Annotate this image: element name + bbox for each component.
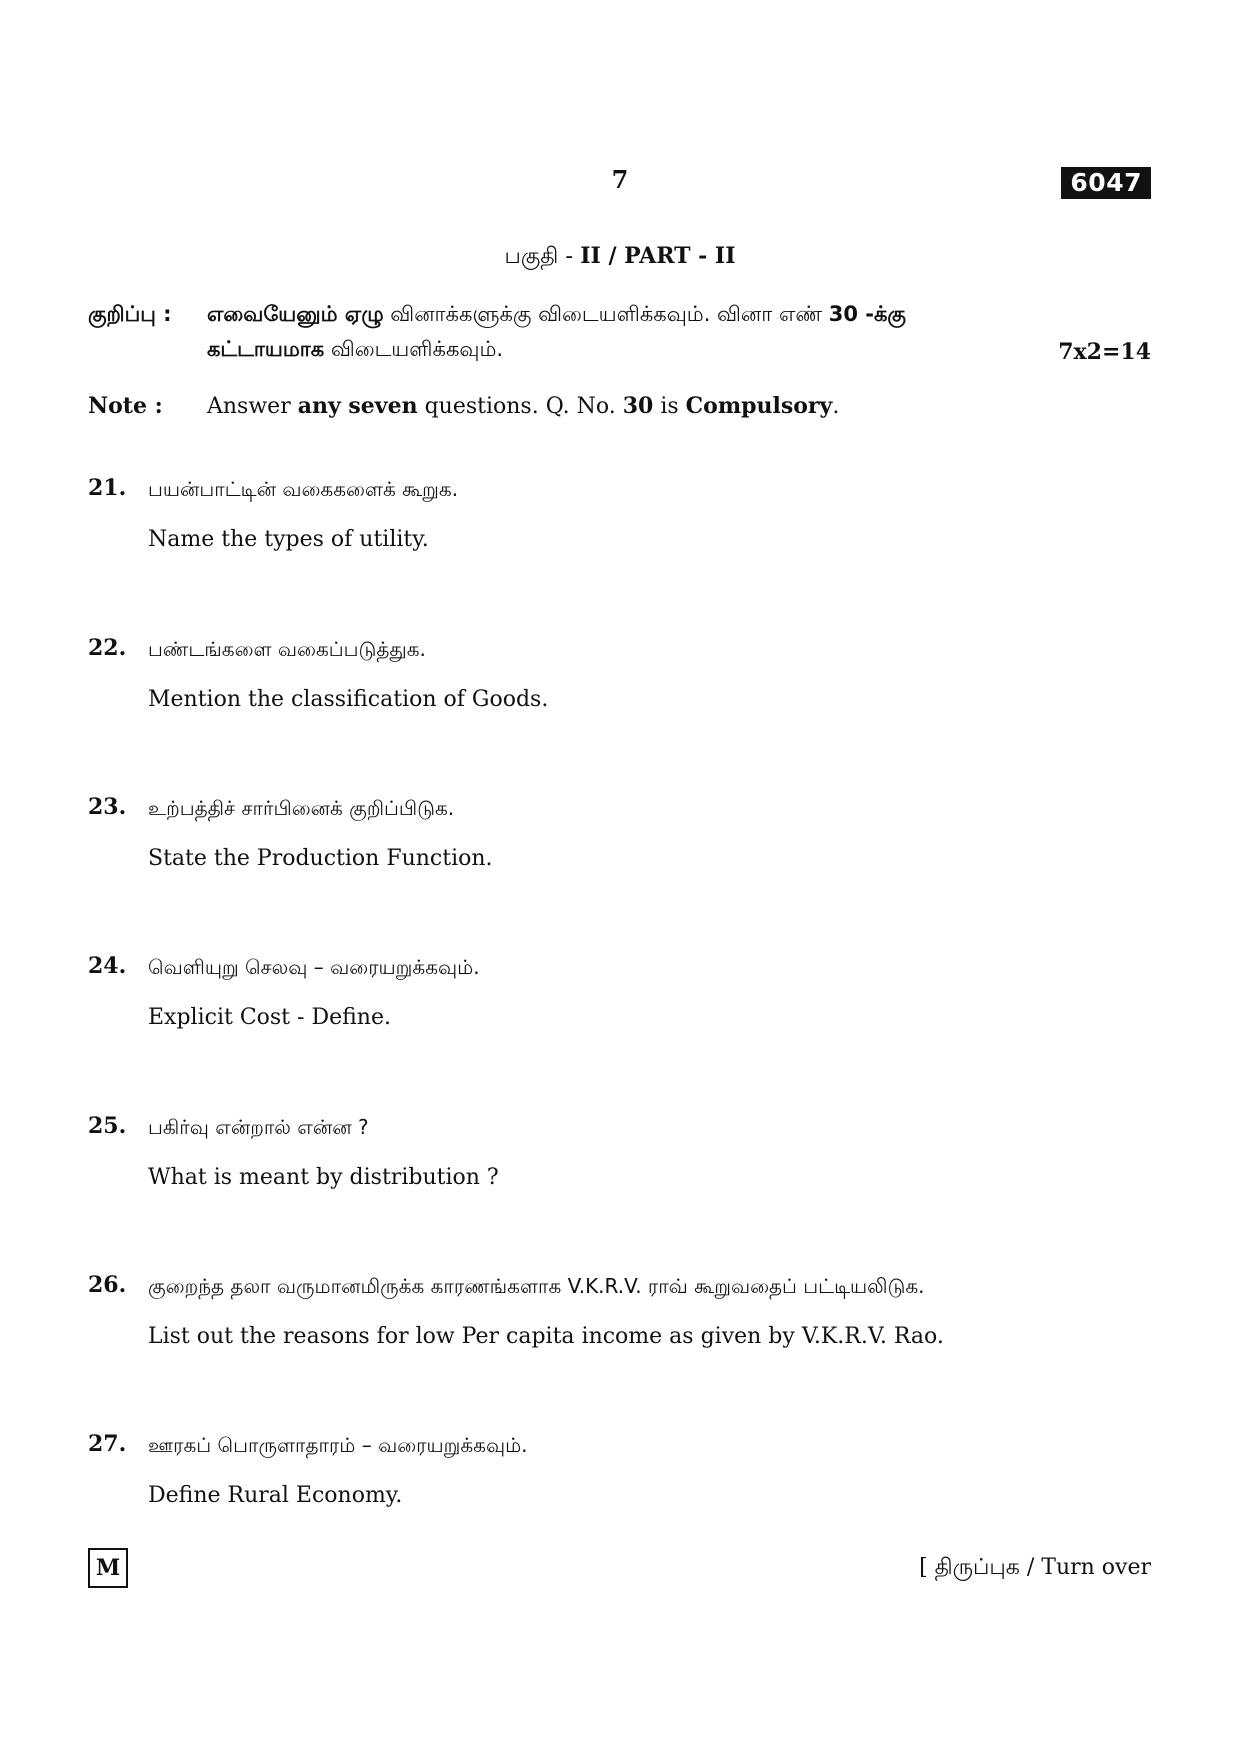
note-tamil-line1 (207, 302, 1152, 329)
note-tamil-bold2: 30 -க்கு (828, 302, 906, 326)
note-tamil-bold1: எவையேனும் ஏழு (207, 302, 384, 326)
question-english: Define Rural Economy. (148, 1483, 403, 1508)
note-en-t3: is (653, 394, 686, 419)
question-tamil: பயன்பாட்டின் வகைகளைக் கூறுக. (148, 477, 459, 501)
question-english: Explicit Cost - Define. (148, 1005, 391, 1030)
part-title-tamil: பகுதி - (504, 244, 581, 269)
note-tamil-line2-bold: கட்டாயமாக (207, 337, 325, 361)
note-tamil-text1: வினாக்களுக்கு விடையளிக்கவும். வினா எண் (383, 302, 829, 326)
question-tamil: ஊரகப் பொருளாதாரம் – வரையறுக்கவும். (148, 1433, 528, 1457)
page-number: 7 (611, 165, 629, 194)
m-label-box: M (88, 1548, 128, 1588)
question-number: 24. (88, 953, 127, 979)
note-en-b3: Compulsory (685, 393, 833, 419)
question-tamil: குறைந்த தலா வருமானமிருக்க காரணங்களாக V.K.R.V. ராவ் கூறுவதைப் பட்டியலிடுக. (148, 1274, 925, 1298)
note-en-b2: 30 (622, 393, 654, 419)
question-english: List out the reasons for low Per capita income as given by V.K.R.V. Rao. (148, 1324, 944, 1349)
note-en-b1: any seven (297, 393, 418, 419)
part-title-english: II / PART - II (580, 243, 736, 269)
question-tamil: பகிர்வு என்றால் என்ன ? (148, 1115, 369, 1139)
note-tamil-label: குறிப்பு : (88, 302, 172, 326)
question-english: Mention the classification of Goods. (148, 687, 549, 712)
marks-allocation: 7x2=14 (1058, 339, 1151, 365)
note-tamil-line2 (207, 337, 503, 364)
note-en-t1: Answer (207, 394, 298, 419)
question-number: 27. (88, 1431, 127, 1457)
question-tamil: பண்டங்களை வகைப்படுத்துக. (148, 637, 426, 661)
note-tamil-line2-text: விடையளிக்கவும். (324, 337, 504, 361)
question-english: State the Production Function. (148, 846, 493, 871)
question-number: 26. (88, 1272, 127, 1298)
note-english-text (207, 393, 839, 419)
note-en-t2: questions. Q. No. (417, 394, 623, 419)
question-english: Name the types of utility. (148, 527, 429, 552)
turn-over-text: [ திருப்புக / Turn over (919, 1555, 1151, 1580)
question-number: 25. (88, 1113, 127, 1139)
question-number: 21. (88, 475, 127, 501)
question-tamil: உற்பத்திச் சார்பினைக் குறிப்பிடுக. (148, 796, 455, 820)
paper-code-badge: 6047 (1061, 167, 1151, 199)
note-en-t4: . (832, 394, 840, 419)
question-tamil: வெளியுறு செலவு – வரையறுக்கவும். (148, 955, 480, 979)
question-number: 23. (88, 794, 127, 820)
part-title (0, 243, 1240, 272)
note-english-label: Note : (88, 393, 163, 419)
question-english: What is meant by distribution ? (148, 1165, 499, 1190)
question-number: 22. (88, 635, 127, 661)
